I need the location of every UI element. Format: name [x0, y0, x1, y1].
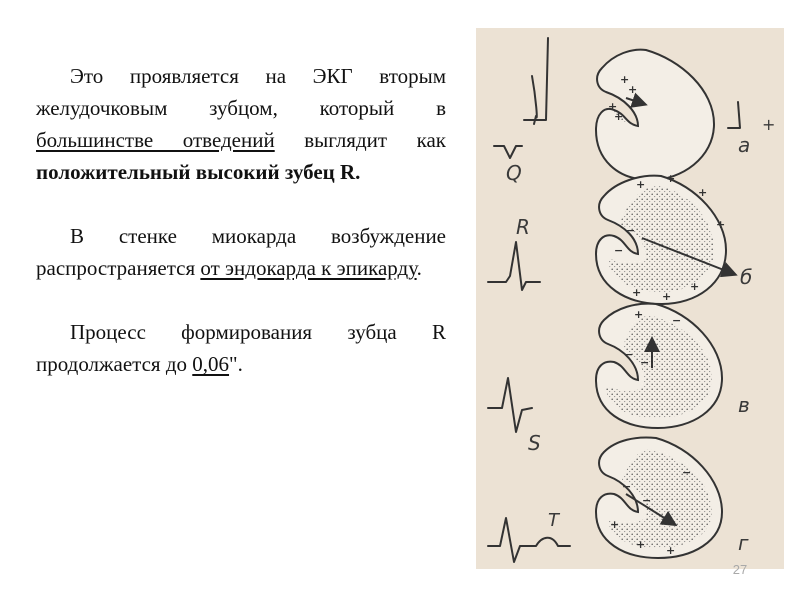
plus-sign: +	[666, 544, 676, 557]
s-wave-trace	[488, 378, 532, 432]
plus-sign: +	[634, 308, 644, 321]
text-run: В стенке миокарда возбуждение распространяется	[36, 224, 446, 280]
panel-letter-c: в	[738, 393, 750, 417]
plus-sign: +	[762, 115, 776, 134]
panel-letter-b: б	[740, 265, 753, 289]
paragraph-excitation	[36, 220, 446, 284]
plus-sign: +	[636, 178, 646, 191]
q-wave-trace	[494, 146, 522, 158]
bold-text: положительный высокий зубец R.	[36, 160, 361, 184]
plus-sign: +	[632, 286, 642, 299]
plus-sign: +	[628, 83, 638, 96]
panel-letter-a: а	[738, 133, 751, 157]
r-wave-trace	[488, 242, 540, 290]
minus-sign: −	[624, 348, 634, 361]
plus-sign: +	[690, 280, 700, 293]
plus-sign: +	[610, 518, 620, 531]
minus-sign: −	[672, 314, 682, 327]
plus-sign: +	[608, 100, 618, 113]
underlined-text: большинстве отведений	[36, 128, 275, 152]
minus-sign: −	[642, 494, 652, 507]
ecg-stroke	[532, 76, 537, 124]
text-run: .	[416, 256, 422, 280]
plus-sign: +	[698, 186, 708, 199]
paragraph-r-wave	[36, 60, 446, 188]
plus-sign: +	[636, 538, 646, 551]
wave-label-q: Q	[506, 161, 522, 185]
minus-sign: −	[626, 224, 636, 237]
text-run: Это проявляется на ЭКГ вторым желудочковым зубцом, который в	[36, 64, 446, 120]
plus-sign: +	[716, 218, 726, 231]
panel-c	[488, 304, 750, 455]
wave-label-r: R	[516, 215, 530, 239]
underlined-text: от эндокарда к эпикарду	[200, 256, 417, 280]
plus-sign: +	[620, 73, 630, 86]
wave-label-t: T	[548, 510, 559, 531]
underlined-text: 0,06	[192, 352, 230, 376]
minus-sign: −	[622, 480, 632, 493]
ecg-heart-drawing	[476, 28, 784, 569]
panel-letter-d: г	[738, 531, 749, 555]
paragraph-duration	[36, 316, 446, 380]
slide-number: 27	[732, 562, 748, 577]
minus-sign: −	[614, 244, 624, 257]
panel-d	[488, 438, 749, 562]
slide-text	[36, 60, 446, 380]
plus-sign: +	[666, 172, 676, 185]
panel-a	[494, 38, 775, 185]
minus-sign: −	[640, 356, 650, 369]
wave-label-s: S	[528, 431, 541, 455]
text-run: ".	[229, 352, 243, 376]
ecg-heart-figure	[476, 28, 784, 569]
ecg-lead	[728, 102, 740, 128]
panel-b	[488, 172, 752, 304]
plus-sign: +	[662, 290, 672, 303]
minus-sign: −	[682, 466, 692, 479]
plus-sign: +	[614, 110, 624, 123]
text-run: выглядит как	[274, 128, 446, 152]
text-run: Процесс формирования зубца R продолжается до	[36, 320, 446, 376]
